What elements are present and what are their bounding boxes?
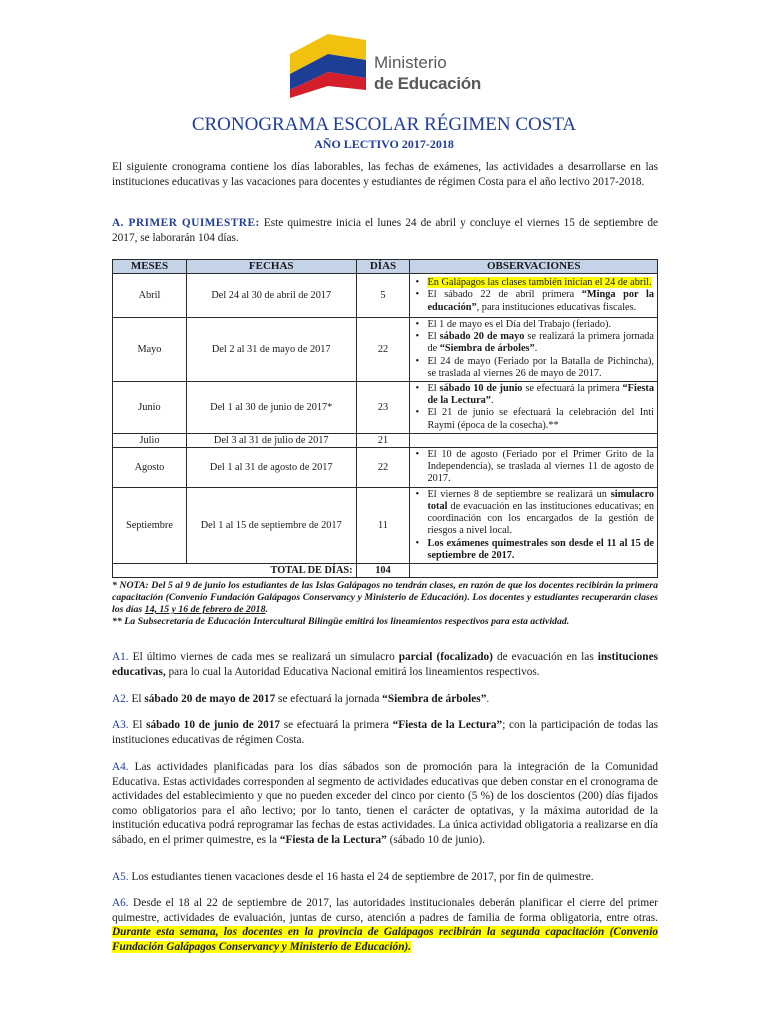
schedule-table — [112, 259, 658, 578]
text-run: Los estudiantes tienen vacaciones desde el 16 hasta el 24 de septiembre de 2017, por fin de quimestre. — [128, 871, 594, 883]
text-run: . — [490, 395, 494, 407]
table-row — [113, 318, 658, 382]
dates-cell: Del 2 al 31 de mayo de 2017 — [186, 318, 356, 382]
table-row — [113, 382, 658, 434]
section-a-heading: A. PRIMER QUIMESTRE: — [112, 217, 260, 229]
text-run: sábado 20 de mayo — [439, 331, 525, 343]
activity-paragraph — [112, 718, 658, 747]
month-cell: Septiembre — [113, 487, 187, 563]
observations-cell — [410, 447, 658, 487]
text-run: “Fiesta de la Lectura” — [392, 719, 503, 731]
activity-paragraph — [112, 760, 658, 848]
text-run: El — [427, 383, 440, 395]
col-header-dates: FECHAS — [186, 260, 356, 274]
text-run: “Fiesta de la Lectura” — [427, 383, 654, 407]
text-run: Desde el 18 al 22 de septiembre de 2017, las autoridades institucionales deberán planificar el cierre del primer quimestre, actividades de evaluación, juntas de curso, atención a padres de familia de forma obligatoria, entre otras. — [112, 897, 658, 924]
text-run: sábado 20 de mayo de 2017 — [144, 693, 276, 705]
observation-item — [423, 319, 654, 331]
text-run: ; con la participación de todas las instituciones educativas de régimen Costa. — [112, 719, 658, 746]
text-run: El — [128, 693, 145, 705]
text-run: , para instituciones educativas fiscales. — [476, 301, 637, 313]
activity-label: A4. — [112, 761, 129, 773]
table-row — [113, 433, 658, 447]
table-row — [113, 447, 658, 487]
observation-item — [423, 538, 654, 562]
text-run: El 1 de mayo es el Día del Trabajo (feriado). — [427, 319, 612, 330]
text-run: se efectuará la jornada — [275, 693, 383, 705]
table-footnote — [112, 580, 658, 628]
text-run: instituciones educativas, — [112, 651, 658, 678]
text-run: (sábado 10 de junio). — [386, 833, 486, 846]
observations-list — [413, 319, 654, 380]
text-run: para lo cual la Autoridad Educativa Nacional emitirá los lineamientos respectivos. — [165, 665, 540, 678]
text-run: El sábado 22 de abril primera — [427, 289, 582, 301]
observation-item — [423, 277, 654, 289]
dates-cell: Del 3 al 31 de julio de 2017 — [186, 433, 356, 447]
text-run: de evacuación en las instituciones educativas; en coordinación con los encargados de la gestión de riesgos a nivel local. — [427, 501, 654, 537]
text-run: sábado 10 de junio — [439, 383, 523, 395]
dates-cell: Del 1 al 30 de junio de 2017* — [186, 382, 356, 434]
document-title: CRONOGRAMA ESCOLAR RÉGIMEN COSTA — [191, 114, 577, 135]
activity-label: A3. — [112, 719, 129, 731]
text-run: “Minga por la educación” — [427, 289, 655, 313]
text-run: El último viernes de cada mes se realizará un simulacro — [128, 651, 399, 663]
activity-paragraph — [112, 870, 658, 885]
observation-item — [423, 356, 654, 380]
logo-wordmark — [374, 52, 481, 94]
observations-list — [413, 489, 654, 562]
observations-list — [413, 449, 654, 486]
observations-cell — [410, 487, 658, 563]
dates-cell: Del 24 al 30 de abril de 2017 — [186, 274, 356, 318]
intro-paragraph: El siguiente cronograma contiene los días laborables, las fechas de exámenes, las actividades a desarrollarse en las instituciones educativas y las vacaciones para docentes y estudiantes de régimen Costa para el año lectivo 2017-2018. — [112, 161, 658, 188]
activity-paragraph — [112, 650, 658, 679]
table-total-row — [113, 564, 658, 578]
text-run: En Galápagos las clases también inician el 24 de abril. — [427, 277, 652, 289]
text-run: de evacuación en las — [492, 651, 598, 663]
observation-item — [423, 489, 654, 538]
activity-paragraph — [112, 692, 658, 707]
table-row — [113, 274, 658, 318]
days-cell: 21 — [356, 433, 410, 447]
observations-cell — [410, 274, 658, 318]
activity-label: A1. — [112, 651, 129, 663]
col-header-days: DÍAS — [356, 260, 410, 274]
month-cell: Abril — [113, 274, 187, 318]
dates-cell: Del 1 al 15 de septiembre de 2017 — [186, 487, 356, 563]
month-cell: Mayo — [113, 318, 187, 382]
document-subtitle: AÑO LECTIVO 2017-2018 — [314, 137, 454, 151]
highlighted-text — [427, 277, 651, 288]
ministry-logo — [288, 30, 508, 102]
table-body — [113, 274, 658, 564]
text-run: se efectuará la primera — [280, 719, 393, 731]
text-run: se realizará la primera jornada de — [427, 331, 654, 355]
text-run: Los exámenes quimestrales son desde el 11 al 15 de septiembre de 2017. — [427, 537, 654, 561]
observation-item — [423, 331, 654, 355]
logo-line-1: Ministerio — [374, 53, 447, 72]
text-run: sábado 10 de junio de 2017 — [146, 719, 281, 731]
dates-cell: Del 1 al 31 de agosto de 2017 — [186, 447, 356, 487]
footnote-2: ** La Subsecretaría de Educación Intercultural Bilingüe emitirá los lineamientos respectivos para esta actividad. — [112, 616, 570, 627]
text-run: Durante esta semana, los docentes en la provincia de Galápagos recibirán la segunda capacitación (Convenio Fundación Galápagos Conservancy y Ministerio de Educación). — [112, 926, 658, 953]
footnote-1: * NOTA: Del 5 al 9 de junio los estudiantes de las Islas Galápagos no tendrán clases, en razón de que los docentes recibirán la primera capacitación (Convenio Fundación Galápagos Conservancy y Ministerio de Educación). Los docentes y estudiantes recuperarán clases los días 14, 15 y 16 de febrero de 2018. — [112, 580, 658, 615]
table-header-row — [113, 260, 658, 274]
text-run: . — [534, 343, 538, 355]
section-a-paragraph — [112, 216, 658, 245]
text-run: simulacro total — [427, 488, 654, 513]
observation-item — [423, 449, 654, 486]
text-run: parcial (focalizado) — [398, 651, 493, 663]
month-cell: Julio — [113, 433, 187, 447]
text-run: El — [128, 719, 147, 731]
col-header-months: MESES — [113, 260, 187, 274]
text-run: “Fiesta de la Lectura” — [279, 833, 387, 846]
text-run: “Siembra de árboles” — [382, 693, 487, 705]
days-cell: 22 — [356, 318, 410, 382]
text-run: “Siembra de árboles” — [439, 343, 535, 355]
col-header-observations: OBSERVACIONES — [410, 260, 658, 274]
days-cell: 11 — [356, 487, 410, 563]
text-run: El 24 de mayo (Feriado por la Batalla de Pichincha), se traslada al viernes 26 de mayo de 2017. — [427, 355, 654, 379]
month-cell: Agosto — [113, 447, 187, 487]
activity-label: A6. — [112, 897, 129, 909]
total-label: TOTAL DE DÍAS: — [186, 564, 356, 578]
text-run: El 10 de agosto (Feriado por el Primer Grito de la Independencia), se traslada al viernes 11 de agosto de 2017. — [427, 449, 654, 485]
observations-list — [413, 383, 654, 432]
text-run: . — [486, 693, 490, 705]
observation-item — [423, 383, 654, 407]
section-a-text: Este quimestre inicia el lunes 24 de abril y concluye el viernes 15 de septiembre de 2017, se laborarán 104 días. — [112, 217, 658, 244]
text-run: El viernes 8 de septiembre se realizará un — [427, 488, 611, 500]
text-run: se efectuará la primera — [522, 383, 623, 395]
observations-cell — [410, 433, 658, 447]
recovery-days: 14, 15 y 16 de febrero de 2018 — [144, 604, 266, 615]
activity-label: A2. — [112, 693, 129, 705]
table-row — [113, 487, 658, 563]
text-run: El — [427, 331, 440, 343]
days-cell: 5 — [356, 274, 410, 318]
days-cell: 22 — [356, 447, 410, 487]
month-cell: Junio — [113, 382, 187, 434]
observations-cell — [410, 382, 658, 434]
activity-paragraph — [112, 896, 658, 954]
text-run: Las actividades planificadas para los días sábados son de promoción para la integración de la Comunidad Educativa. Estas actividades corresponden al segmento de actividades educativas que deben constar en el cronograma de actividades del establecimiento y que no pueden exceder del cinco por ciento (5 %) de los doscientos (200) días fijados como obligatorios para el año lectivo; por lo tanto, tienen el carácter de optativas, y la máxima autoridad de la institución educativa podrá reprogramar las fechas de estas actividades. La única actividad obligatoria a realizarse en día sábado, en el primer quimestre, es la — [112, 761, 658, 846]
total-value: 104 — [356, 564, 410, 578]
observation-item — [423, 407, 654, 431]
text-run: El 21 de junio se efectuará la celebración del Inti Raymi (época de la cosecha).** — [427, 407, 654, 431]
activity-label: A5. — [112, 871, 129, 883]
observation-item — [423, 289, 654, 313]
observations-cell — [410, 318, 658, 382]
observations-list — [413, 277, 654, 314]
logo-line-2: de Educación — [374, 74, 481, 93]
ecuador-flag-logo-icon — [288, 30, 368, 98]
days-cell: 23 — [356, 382, 410, 434]
